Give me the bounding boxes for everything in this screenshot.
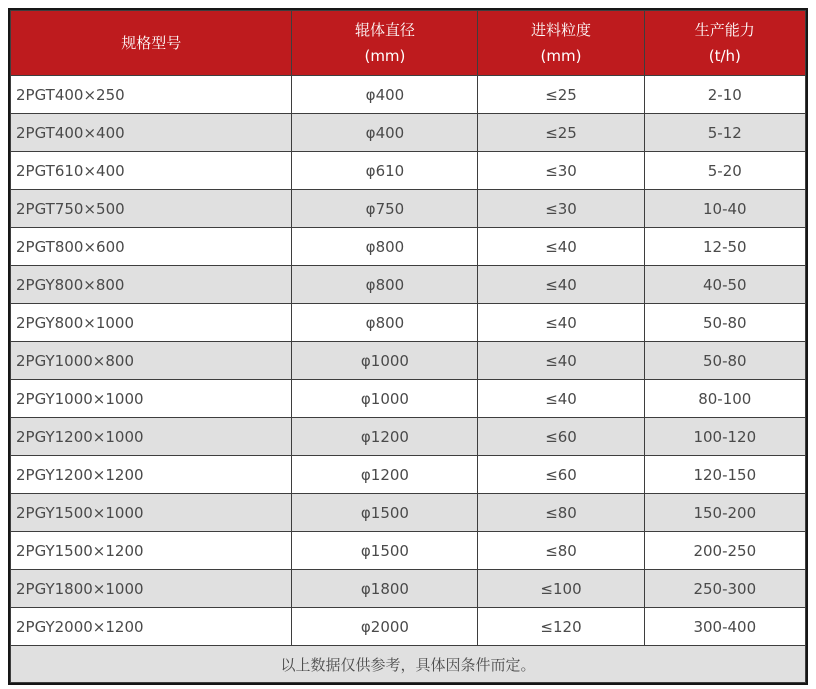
spec-table (10, 10, 806, 683)
header-cell-capacity (644, 11, 805, 76)
header-roller-diameter-label: 辊体直径 (354, 21, 415, 39)
header-capacity-label: 生产能力 (694, 21, 755, 39)
capacity-cell: 100-120 (644, 418, 805, 456)
table-row (11, 532, 806, 570)
feed-size-cell: ≤25 (478, 114, 644, 152)
model-cell: 2PGY800×800 (11, 266, 292, 304)
model-cell: 2PGY2000×1200 (11, 608, 292, 646)
table-body (11, 76, 806, 683)
capacity-cell: 12-50 (644, 228, 805, 266)
footnote-row (11, 646, 806, 683)
spec-table-container (8, 8, 808, 685)
feed-size-cell: ≤80 (478, 494, 644, 532)
model-cell: 2PGT400×400 (11, 114, 292, 152)
header-cell-roller-diameter (292, 11, 478, 76)
feed-size-cell: ≤40 (478, 266, 644, 304)
table-row (11, 608, 806, 646)
model-cell: 2PGY1200×1200 (11, 456, 292, 494)
capacity-cell: 5-20 (644, 152, 805, 190)
capacity-cell: 2-10 (644, 76, 805, 114)
feed-size-cell: ≤60 (478, 456, 644, 494)
capacity-cell: 40-50 (644, 266, 805, 304)
model-cell: 2PGY1000×800 (11, 342, 292, 380)
feed-size-cell: ≤25 (478, 76, 644, 114)
capacity-cell: 10-40 (644, 190, 805, 228)
feed-size-cell: ≤30 (478, 152, 644, 190)
model-cell: 2PGT400×250 (11, 76, 292, 114)
capacity-cell: 300-400 (644, 608, 805, 646)
roller-diameter-cell: φ1000 (292, 342, 478, 380)
table-row (11, 190, 806, 228)
model-cell: 2PGY1000×1000 (11, 380, 292, 418)
table-row (11, 266, 806, 304)
feed-size-cell: ≤80 (478, 532, 644, 570)
feed-size-cell: ≤100 (478, 570, 644, 608)
table-row (11, 570, 806, 608)
capacity-cell: 200-250 (644, 532, 805, 570)
table-row (11, 342, 806, 380)
model-cell: 2PGY1200×1000 (11, 418, 292, 456)
feed-size-cell: ≤40 (478, 304, 644, 342)
roller-diameter-cell: φ800 (292, 266, 478, 304)
roller-diameter-cell: φ1500 (292, 532, 478, 570)
header-feed-size-unit: (mm) (540, 47, 582, 65)
header-model-label: 规格型号 (121, 34, 182, 52)
model-cell: 2PGY800×1000 (11, 304, 292, 342)
model-cell: 2PGY1800×1000 (11, 570, 292, 608)
roller-diameter-cell: φ800 (292, 304, 478, 342)
capacity-cell: 150-200 (644, 494, 805, 532)
table-row (11, 152, 806, 190)
roller-diameter-cell: φ2000 (292, 608, 478, 646)
capacity-cell: 120-150 (644, 456, 805, 494)
capacity-cell: 250-300 (644, 570, 805, 608)
footnote-text: 以上数据仅供参考，具体因条件而定。 (11, 646, 806, 683)
header-row (11, 11, 806, 76)
header-cell-feed-size (478, 11, 644, 76)
feed-size-cell: ≤40 (478, 342, 644, 380)
roller-diameter-cell: φ610 (292, 152, 478, 190)
roller-diameter-cell: φ1500 (292, 494, 478, 532)
capacity-cell: 50-80 (644, 342, 805, 380)
capacity-cell: 5-12 (644, 114, 805, 152)
roller-diameter-cell: φ1000 (292, 380, 478, 418)
feed-size-cell: ≤40 (478, 228, 644, 266)
table-header (11, 11, 806, 76)
roller-diameter-cell: φ1200 (292, 418, 478, 456)
roller-diameter-cell: φ400 (292, 76, 478, 114)
table-row (11, 228, 806, 266)
feed-size-cell: ≤40 (478, 380, 644, 418)
roller-diameter-cell: φ750 (292, 190, 478, 228)
roller-diameter-cell: φ400 (292, 114, 478, 152)
header-feed-size-label: 进料粒度 (531, 21, 592, 39)
capacity-cell: 80-100 (644, 380, 805, 418)
table-row (11, 418, 806, 456)
feed-size-cell: ≤120 (478, 608, 644, 646)
model-cell: 2PGT800×600 (11, 228, 292, 266)
header-capacity-unit: (t/h) (708, 47, 741, 65)
capacity-cell: 50-80 (644, 304, 805, 342)
model-cell: 2PGT610×400 (11, 152, 292, 190)
header-cell-model (11, 11, 292, 76)
model-cell: 2PGT750×500 (11, 190, 292, 228)
feed-size-cell: ≤60 (478, 418, 644, 456)
roller-diameter-cell: φ1800 (292, 570, 478, 608)
roller-diameter-cell: φ800 (292, 228, 478, 266)
model-cell: 2PGY1500×1200 (11, 532, 292, 570)
table-row (11, 76, 806, 114)
roller-diameter-cell: φ1200 (292, 456, 478, 494)
table-row (11, 456, 806, 494)
header-roller-diameter-unit: (mm) (364, 47, 406, 65)
table-row (11, 380, 806, 418)
feed-size-cell: ≤30 (478, 190, 644, 228)
table-row (11, 304, 806, 342)
table-row (11, 114, 806, 152)
model-cell: 2PGY1500×1000 (11, 494, 292, 532)
table-row (11, 494, 806, 532)
